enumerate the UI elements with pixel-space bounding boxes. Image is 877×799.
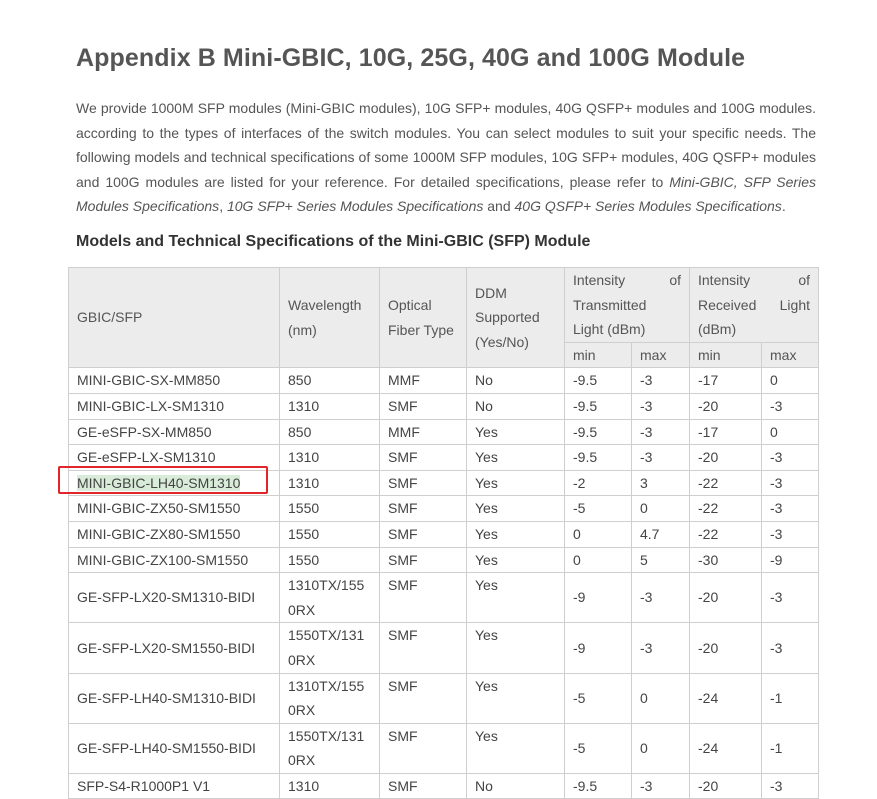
table-row [69, 368, 819, 394]
cell-wavelength [280, 573, 380, 623]
cell-model: MINI-GBIC-SX-MM850 [69, 368, 280, 394]
cell-rx-max: -3 [762, 773, 819, 799]
cell-tx-max: 4.7 [632, 521, 690, 547]
header-text: of [669, 272, 681, 288]
header-ddm: DDM Supported (Yes/No) [467, 268, 565, 368]
cell-fiber: SMF [380, 723, 467, 773]
table-row [69, 573, 819, 623]
cell-fiber: MMF [380, 368, 467, 394]
header-gbic: GBIC/SFP [69, 268, 280, 368]
cell-tx-max: -3 [632, 445, 690, 471]
intro-text: We provide 1000M SFP modules (Mini-GBIC modules), 10G SFP+ modules, 40G QSFP+ modules and 100G modules. according to the types of interfaces of the switch modules. You can select modules to suit your specific needs. The following models and technical specifications of some 1000M SFP modules, 10G SFP+ modules, 40G QSFP+ modules and 100G modules are listed for your reference. For detailed specifications, please refer to [76, 100, 816, 190]
cell-tx-min: -9.5 [565, 393, 632, 419]
cell-wavelength: 1310 [280, 445, 380, 471]
cell-model: GE-SFP-LX20-SM1550-BIDI [69, 623, 280, 673]
wavelength-line: 0RX [288, 752, 316, 769]
cell-rx-min: -22 [690, 470, 762, 496]
cell-tx-min: -5 [565, 723, 632, 773]
cell-wavelength: 1550 [280, 521, 380, 547]
cell-tx-min: -9.5 [565, 773, 632, 799]
intro-end: . [781, 198, 786, 215]
cell-ddm: Yes [467, 673, 565, 723]
spec-table [68, 267, 819, 799]
cell-fiber: SMF [380, 573, 467, 623]
cell-rx-min: -17 [690, 368, 762, 394]
header-fiber: Optical Fiber Type [380, 268, 467, 368]
wavelength-line: 1550TX/131 [288, 627, 365, 644]
cell-rx-max: -1 [762, 673, 819, 723]
spec-link-sfp[interactable]: Mini-GBIC, SFP Series Modules Specifications [76, 173, 816, 215]
cell-ddm: Yes [467, 623, 565, 673]
cell-rx-min: -20 [690, 623, 762, 673]
cell-fiber: SMF [380, 445, 467, 471]
table-row [69, 419, 819, 445]
wavelength-line: 0RX [288, 601, 316, 618]
header-tx-max: max [632, 342, 690, 368]
cell-tx-max: 3 [632, 470, 690, 496]
header-wavelength: Wavelength (nm) [280, 268, 380, 368]
cell-tx-min: 0 [565, 521, 632, 547]
highlighted-model-text: MINI-GBIC-LH40-SM1310 [77, 474, 241, 491]
cell-model: GE-SFP-LH40-SM1310-BIDI [69, 673, 280, 723]
header-text: Received [698, 296, 757, 313]
spec-link-40g[interactable]: 40G QSFP+ Series Modules Specifications [514, 198, 782, 215]
cell-ddm: Yes [467, 445, 565, 471]
cell-tx-max: -3 [632, 623, 690, 673]
intro-sep: and [483, 198, 515, 215]
cell-rx-max: -3 [762, 496, 819, 522]
cell-fiber: SMF [380, 496, 467, 522]
table-row [69, 723, 819, 773]
cell-tx-max: -3 [632, 368, 690, 394]
cell-tx-max: 5 [632, 547, 690, 573]
cell-tx-max: -3 [632, 573, 690, 623]
cell-rx-min: -17 [690, 419, 762, 445]
table-row [69, 521, 819, 547]
header-tx-intensity [565, 268, 690, 343]
wavelength-line: 1310TX/155 [288, 677, 365, 694]
cell-tx-min: -9 [565, 573, 632, 623]
header-text: Intensity [573, 272, 626, 288]
header-text: of [798, 272, 810, 288]
cell-wavelength: 850 [280, 419, 380, 445]
cell-tx-min: -9 [565, 623, 632, 673]
cell-wavelength [280, 623, 380, 673]
header-text: Light [779, 296, 810, 313]
header-rx-min: min [690, 342, 762, 368]
cell-tx-max: 0 [632, 673, 690, 723]
cell-rx-min: -20 [690, 773, 762, 799]
cell-rx-min: -20 [690, 573, 762, 623]
cell-wavelength [280, 723, 380, 773]
cell-rx-max: -3 [762, 521, 819, 547]
cell-rx-min: -24 [690, 673, 762, 723]
cell-model: MINI-GBIC-ZX50-SM1550 [69, 496, 280, 522]
cell-fiber: SMF [380, 623, 467, 673]
cell-tx-min: -2 [565, 470, 632, 496]
cell-rx-max: -3 [762, 623, 819, 673]
cell-wavelength: 1550 [280, 496, 380, 522]
cell-wavelength: 850 [280, 368, 380, 394]
cell-ddm: Yes [467, 547, 565, 573]
cell-model: MINI-GBIC-ZX100-SM1550 [69, 547, 280, 573]
cell-tx-min: 0 [565, 547, 632, 573]
section-heading: Models and Technical Specifications of the Mini-GBIC (SFP) Module [76, 233, 591, 250]
cell-ddm: Yes [467, 470, 565, 496]
cell-tx-max: -3 [632, 393, 690, 419]
cell-ddm: No [467, 368, 565, 394]
intro-sep: , [219, 198, 227, 215]
cell-rx-min: -20 [690, 393, 762, 419]
cell-tx-min: -9.5 [565, 419, 632, 445]
header-rx-intensity [690, 268, 819, 343]
cell-model: GE-SFP-LH40-SM1550-BIDI [69, 723, 280, 773]
header-text: Transmitted [573, 296, 647, 313]
wavelength-line: 0RX [288, 702, 316, 719]
cell-ddm: Yes [467, 496, 565, 522]
spec-link-10g[interactable]: 10G SFP+ Series Modules Specifications [226, 198, 484, 215]
intro-paragraph [76, 96, 816, 219]
wavelength-line: 0RX [288, 651, 316, 668]
cell-ddm: Yes [467, 419, 565, 445]
cell-wavelength: 1310 [280, 470, 380, 496]
cell-fiber: SMF [380, 547, 467, 573]
wavelength-line: 1550TX/131 [288, 727, 365, 744]
cell-wavelength: 1310 [280, 773, 380, 799]
cell-model: SFP-S4-R1000P1 V1 [69, 773, 280, 799]
table-row [69, 623, 819, 673]
cell-rx-max: -9 [762, 547, 819, 573]
cell-ddm: No [467, 773, 565, 799]
cell-rx-max: -3 [762, 470, 819, 496]
cell-fiber: SMF [380, 773, 467, 799]
cell-ddm: Yes [467, 521, 565, 547]
cell-tx-max: -3 [632, 773, 690, 799]
cell-fiber: SMF [380, 393, 467, 419]
cell-ddm: No [467, 393, 565, 419]
cell-wavelength: 1310 [280, 393, 380, 419]
highlight-annotation-box [58, 466, 268, 494]
cell-tx-min: -9.5 [565, 445, 632, 471]
cell-wavelength [280, 673, 380, 723]
cell-model: GE-SFP-LX20-SM1310-BIDI [69, 573, 280, 623]
cell-rx-max: -3 [762, 393, 819, 419]
header-tx-min: min [565, 342, 632, 368]
cell-rx-max: 0 [762, 419, 819, 445]
table-row [69, 393, 819, 419]
cell-rx-max: 0 [762, 368, 819, 394]
cell-tx-max: 0 [632, 723, 690, 773]
cell-fiber: MMF [380, 419, 467, 445]
header-text: Light (dBm) [573, 321, 646, 338]
cell-rx-max: -1 [762, 723, 819, 773]
cell-tx-min: -5 [565, 496, 632, 522]
cell-ddm: Yes [467, 573, 565, 623]
page-title: Appendix B Mini-GBIC, 10G, 25G, 40G and 100G Module [76, 44, 746, 72]
cell-rx-min: -24 [690, 723, 762, 773]
header-rx-max: max [762, 342, 819, 368]
cell-tx-min: -5 [565, 673, 632, 723]
wavelength-line: 1310TX/155 [288, 577, 365, 594]
cell-tx-min: -9.5 [565, 368, 632, 394]
cell-rx-min: -22 [690, 496, 762, 522]
header-text: Intensity [698, 272, 751, 288]
cell-rx-min: -20 [690, 445, 762, 471]
cell-wavelength: 1550 [280, 547, 380, 573]
table-row [69, 773, 819, 799]
cell-tx-max: 0 [632, 496, 690, 522]
cell-fiber: SMF [380, 521, 467, 547]
table-row [69, 673, 819, 723]
cell-fiber: SMF [380, 470, 467, 496]
header-text: (dBm) [698, 321, 737, 338]
table-row [69, 547, 819, 573]
table-row [69, 496, 819, 522]
cell-rx-max: -3 [762, 573, 819, 623]
cell-model: GE-eSFP-LX-SM1310 [69, 445, 280, 471]
cell-model: GE-eSFP-SX-MM850 [69, 419, 280, 445]
cell-tx-max: -3 [632, 419, 690, 445]
cell-model: MINI-GBIC-LX-SM1310 [69, 393, 280, 419]
cell-ddm: Yes [467, 723, 565, 773]
cell-rx-min: -22 [690, 521, 762, 547]
cell-rx-min: -30 [690, 547, 762, 573]
cell-fiber: SMF [380, 673, 467, 723]
cell-model: MINI-GBIC-ZX80-SM1550 [69, 521, 280, 547]
cell-rx-max: -3 [762, 445, 819, 471]
